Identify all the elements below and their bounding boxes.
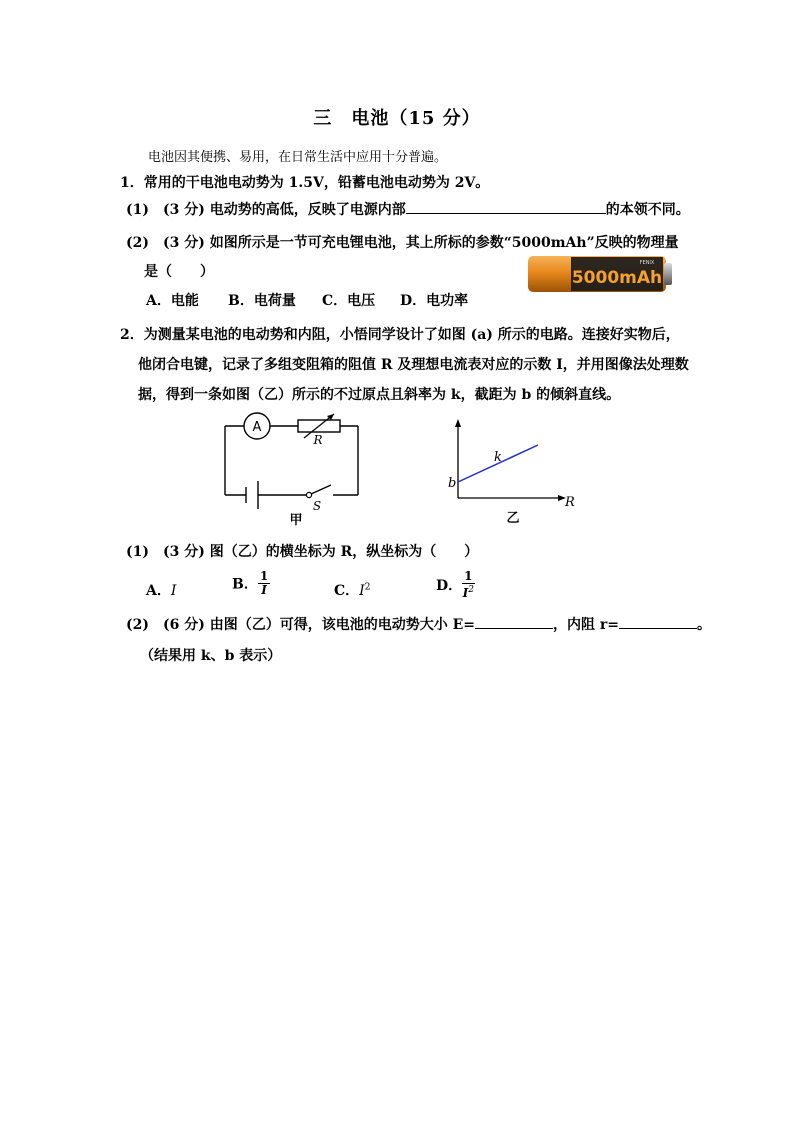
q1-option-c[interactable]: C．电压: [322, 293, 376, 309]
section-title: 三 电池（15 分）: [313, 108, 481, 129]
q2-option-d-fraction: [462, 570, 474, 600]
internal-resistance-answer-blank[interactable]: [619, 614, 697, 629]
switch-symbol: [306, 492, 311, 497]
battery-brand-text: FENIX: [639, 260, 655, 266]
q1-part1-prefix: (1) (3 分) 电动势的高低，反映了电源内部: [126, 202, 406, 218]
q1-option-b[interactable]: B．电荷量: [228, 293, 296, 309]
q2-option-d-den-exponent: 2: [468, 585, 474, 595]
q2-option-b-denominator: I: [261, 583, 267, 597]
q1-part1: [126, 199, 690, 219]
battery-capacity-text: 5000mAh: [571, 268, 663, 288]
q2-option-b-numerator: 1: [259, 569, 269, 583]
graph-caption: 乙: [506, 511, 520, 526]
resistor-label: R: [313, 433, 323, 447]
q1-part1-blank[interactable]: [406, 199, 606, 214]
q1-stem: 1．常用的干电池电动势为 1.5V，铅蓄电池电动势为 2V。: [120, 175, 490, 191]
q2-option-d-numerator: 1: [464, 569, 473, 583]
graph-intercept-label: b: [448, 476, 457, 491]
q2-option-b-prefix: B．: [232, 576, 258, 593]
q2-option-c-exponent: 2: [364, 582, 371, 593]
q2-option-c-prefix: C．: [334, 583, 360, 599]
q2-stem-line2: 他闭合电键，记录了多组变阻箱的阻值 R 及理想电流表对应的示数 I，并用图像法处理数: [138, 357, 689, 373]
q2-part1: (1) (3 分) 图（乙）的横坐标为 R，纵坐标为（ ）: [126, 544, 479, 560]
q2-option-a-prefix: A．: [146, 583, 171, 599]
circuit-caption: 甲: [289, 513, 303, 528]
q2-stem-line3: 据，得到一条如图（乙）所示的不过原点且斜率为 k，截距为 b 的倾斜直线。: [138, 387, 621, 403]
graph-slope-label: k: [494, 450, 502, 465]
q2-option-c-base: I: [359, 583, 365, 599]
intro-text: 电池因其便携、易用，在日常生活中应用十分普遍。: [148, 150, 448, 165]
q2-option-b-fraction: [258, 570, 270, 597]
q2-stem-line1: 2．为测量某电池的电动势和内阻，小悟同学设计了如图 (a) 所示的电路。连接好实物后，: [120, 327, 680, 343]
q2-option-a[interactable]: [146, 580, 176, 600]
graph-x-label: R: [565, 495, 575, 510]
q2-option-d-prefix: D．: [436, 578, 463, 594]
q1-option-d[interactable]: D．电功率: [400, 293, 469, 309]
q2-part2: [126, 614, 711, 634]
line-graph: [440, 416, 580, 532]
ammeter-label: A: [252, 420, 262, 435]
q2-option-c[interactable]: [334, 580, 370, 600]
q1-option-a[interactable]: A．电能: [146, 293, 199, 309]
q2-option-d[interactable]: [436, 570, 475, 600]
q2-option-d-den-base: I: [462, 586, 469, 600]
switch-label: S: [312, 499, 322, 513]
q2-part2-prefix: (2) (6 分) 由图（乙）可得，该电池的电动势大小 E=: [126, 617, 476, 633]
q2-part2-suffix: 。: [697, 617, 711, 633]
circuit-diagram: [218, 408, 368, 532]
q2-option-b[interactable]: [232, 570, 270, 597]
q2-option-d-denominator: [462, 584, 474, 600]
battery-image: [527, 253, 673, 299]
q2-part2-mid: ，内阻 r=: [553, 617, 619, 633]
q1-part1-suffix: 的本领不同。: [605, 202, 690, 218]
q2-option-a-value: I: [170, 583, 177, 599]
q1-part2-line2: 是（ ）: [144, 264, 214, 280]
q1-part2-line1: (2) (3 分) 如图所示是一节可充电锂电池，其上所标的参数“5000mAh”反映的物理量: [126, 235, 679, 251]
emf-answer-blank[interactable]: [475, 614, 553, 629]
q2-part2-note: （结果用 k、b 表示）: [140, 648, 282, 664]
